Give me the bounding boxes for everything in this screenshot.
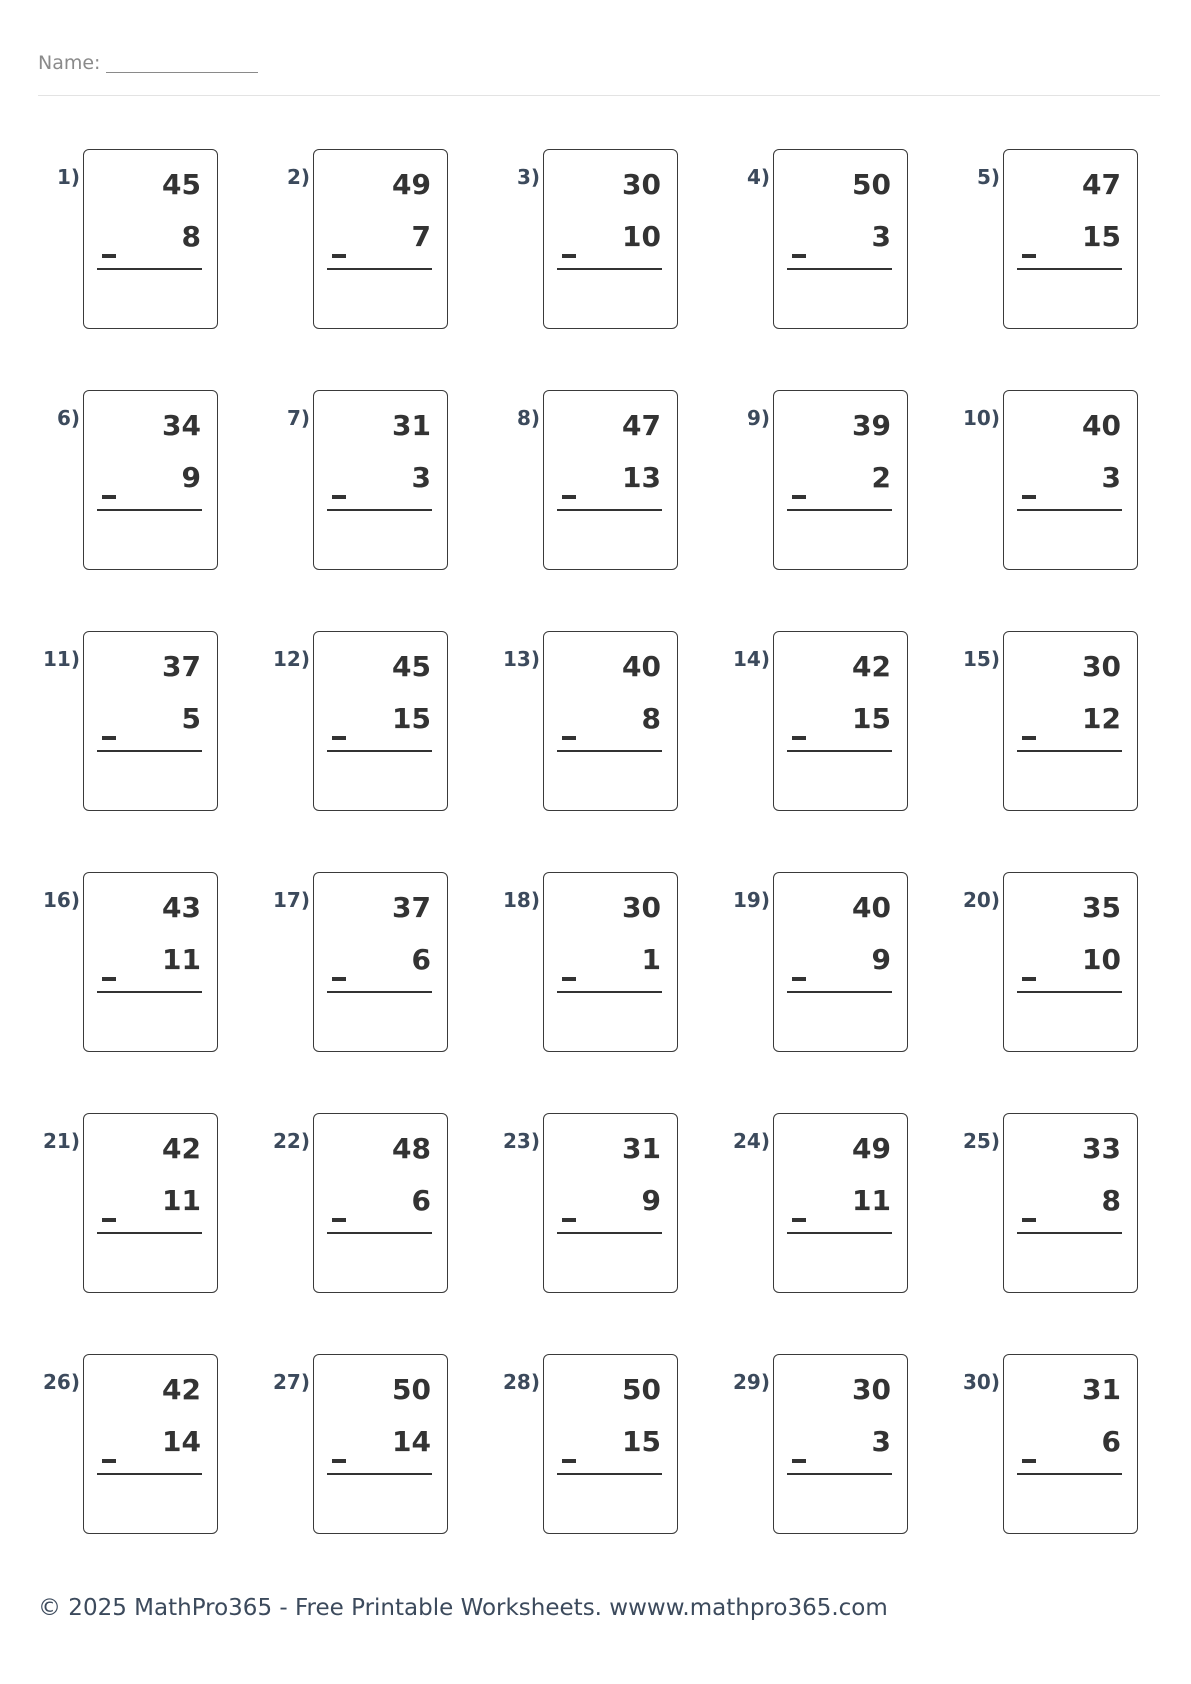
subtrahend: 11 (852, 1184, 891, 1217)
minus-sign-icon (1022, 1218, 1036, 1222)
problem-15 (920, 631, 1150, 811)
problem-number: 14) (733, 647, 770, 671)
problem-24 (690, 1113, 920, 1293)
problem-number: 3) (516, 165, 540, 189)
name-label: Name: (38, 52, 101, 74)
problem-4 (690, 149, 920, 329)
problem-number: 2) (286, 165, 310, 189)
minus-sign-icon (332, 1459, 346, 1463)
problem-number: 19) (733, 888, 770, 912)
problem-card (1003, 1113, 1138, 1293)
subtrahend: 15 (392, 702, 431, 735)
problem-19 (690, 872, 920, 1052)
problem-number: 6) (56, 406, 80, 430)
subtrahend: 9 (181, 461, 201, 494)
problem-card (773, 390, 908, 570)
minus-sign-icon (1022, 977, 1036, 981)
problem-number: 13) (503, 647, 540, 671)
minuend: 50 (622, 1373, 661, 1406)
minuend: 40 (1082, 409, 1121, 442)
problem-number: 23) (503, 1129, 540, 1153)
answer-rule (1017, 750, 1122, 752)
problem-number: 7) (286, 406, 310, 430)
problem-3 (460, 149, 690, 329)
problem-5 (920, 149, 1150, 329)
answer-rule (557, 1473, 662, 1475)
problem-27 (230, 1354, 460, 1534)
problem-card (543, 872, 678, 1052)
subtrahend: 11 (162, 1184, 201, 1217)
minus-sign-icon (562, 495, 576, 499)
problem-card (543, 1113, 678, 1293)
problem-25 (920, 1113, 1150, 1293)
subtrahend: 10 (622, 220, 661, 253)
subtrahend: 3 (871, 1425, 891, 1458)
minuend: 42 (162, 1373, 201, 1406)
minuend: 30 (852, 1373, 891, 1406)
problem-number: 29) (733, 1370, 770, 1394)
problem-card (773, 1354, 908, 1534)
problem-number: 1) (56, 165, 80, 189)
problem-16 (0, 872, 230, 1052)
minuend: 42 (162, 1132, 201, 1165)
minus-sign-icon (1022, 495, 1036, 499)
problem-7 (230, 390, 460, 570)
minuend: 49 (392, 168, 431, 201)
problem-number: 4) (746, 165, 770, 189)
problem-18 (460, 872, 690, 1052)
answer-rule (327, 1473, 432, 1475)
problem-10 (920, 390, 1150, 570)
problem-card (773, 149, 908, 329)
answer-rule (557, 509, 662, 511)
minuend: 40 (622, 650, 661, 683)
problem-11 (0, 631, 230, 811)
minuend: 31 (392, 409, 431, 442)
problem-card (1003, 872, 1138, 1052)
problem-13 (460, 631, 690, 811)
problem-17 (230, 872, 460, 1052)
minuend: 43 (162, 891, 201, 924)
answer-rule (327, 750, 432, 752)
answer-rule (97, 1473, 202, 1475)
problem-number: 20) (963, 888, 1000, 912)
answer-rule (557, 750, 662, 752)
minuend: 33 (1082, 1132, 1121, 1165)
answer-rule (787, 750, 892, 752)
problem-20 (920, 872, 1150, 1052)
answer-rule (557, 1232, 662, 1234)
minus-sign-icon (792, 1459, 806, 1463)
minus-sign-icon (332, 1218, 346, 1222)
subtrahend: 6 (1101, 1425, 1121, 1458)
answer-rule (1017, 1232, 1122, 1234)
problem-card (773, 872, 908, 1052)
answer-rule (1017, 509, 1122, 511)
problem-card (83, 149, 218, 329)
answer-rule (97, 750, 202, 752)
minuend: 49 (852, 1132, 891, 1165)
problem-card (313, 390, 448, 570)
answer-rule (97, 1232, 202, 1234)
subtrahend: 14 (162, 1425, 201, 1458)
answer-rule (327, 268, 432, 270)
problem-card (83, 631, 218, 811)
minus-sign-icon (792, 1218, 806, 1222)
answer-rule (327, 991, 432, 993)
minuend: 37 (162, 650, 201, 683)
subtrahend: 8 (1101, 1184, 1121, 1217)
minuend: 31 (1082, 1373, 1121, 1406)
problem-card (543, 390, 678, 570)
subtrahend: 3 (871, 220, 891, 253)
problem-23 (460, 1113, 690, 1293)
subtrahend: 7 (411, 220, 431, 253)
problem-number: 18) (503, 888, 540, 912)
minuend: 48 (392, 1132, 431, 1165)
minuend: 30 (622, 891, 661, 924)
minus-sign-icon (1022, 1459, 1036, 1463)
problem-card (83, 390, 218, 570)
subtrahend: 3 (1101, 461, 1121, 494)
problem-card (83, 1113, 218, 1293)
problem-number: 8) (516, 406, 540, 430)
subtrahend: 5 (181, 702, 201, 735)
problem-22 (230, 1113, 460, 1293)
minus-sign-icon (562, 254, 576, 258)
minus-sign-icon (562, 1459, 576, 1463)
answer-rule (787, 991, 892, 993)
problem-number: 27) (273, 1370, 310, 1394)
minuend: 45 (162, 168, 201, 201)
problem-card (1003, 390, 1138, 570)
minuend: 50 (852, 168, 891, 201)
minuend: 35 (1082, 891, 1121, 924)
subtrahend: 1 (641, 943, 661, 976)
subtrahend: 11 (162, 943, 201, 976)
answer-rule (97, 509, 202, 511)
subtrahend: 6 (411, 943, 431, 976)
subtrahend: 13 (622, 461, 661, 494)
subtrahend: 2 (871, 461, 891, 494)
answer-rule (327, 509, 432, 511)
minuend: 47 (1082, 168, 1121, 201)
problem-number: 30) (963, 1370, 1000, 1394)
minus-sign-icon (332, 977, 346, 981)
problem-card (1003, 149, 1138, 329)
problem-number: 17) (273, 888, 310, 912)
minus-sign-icon (102, 1218, 116, 1222)
problem-9 (690, 390, 920, 570)
subtrahend: 9 (871, 943, 891, 976)
subtrahend: 3 (411, 461, 431, 494)
minuend: 30 (622, 168, 661, 201)
answer-rule (557, 268, 662, 270)
answer-rule (97, 991, 202, 993)
problem-card (543, 1354, 678, 1534)
subtrahend: 10 (1082, 943, 1121, 976)
minuend: 42 (852, 650, 891, 683)
problem-number: 24) (733, 1129, 770, 1153)
problem-26 (0, 1354, 230, 1534)
minus-sign-icon (102, 254, 116, 258)
minus-sign-icon (792, 495, 806, 499)
problem-number: 28) (503, 1370, 540, 1394)
minus-sign-icon (562, 977, 576, 981)
problem-card (313, 631, 448, 811)
problem-card (543, 631, 678, 811)
answer-rule (327, 1232, 432, 1234)
minus-sign-icon (102, 736, 116, 740)
problem-number: 22) (273, 1129, 310, 1153)
subtrahend: 8 (641, 702, 661, 735)
answer-rule (787, 1232, 892, 1234)
problem-card (83, 1354, 218, 1534)
subtrahend: 12 (1082, 702, 1121, 735)
minus-sign-icon (792, 977, 806, 981)
problem-number: 16) (43, 888, 80, 912)
problem-number: 9) (746, 406, 770, 430)
minus-sign-icon (792, 736, 806, 740)
problem-number: 12) (273, 647, 310, 671)
problem-12 (230, 631, 460, 811)
subtrahend: 15 (852, 702, 891, 735)
minus-sign-icon (562, 1218, 576, 1222)
minus-sign-icon (1022, 736, 1036, 740)
problem-number: 21) (43, 1129, 80, 1153)
problem-28 (460, 1354, 690, 1534)
problem-card (773, 1113, 908, 1293)
subtrahend: 9 (641, 1184, 661, 1217)
problem-card (313, 1354, 448, 1534)
answer-rule (787, 509, 892, 511)
answer-rule (787, 1473, 892, 1475)
answer-rule (97, 268, 202, 270)
problem-card (83, 872, 218, 1052)
problem-14 (690, 631, 920, 811)
minuend: 37 (392, 891, 431, 924)
answer-rule (1017, 268, 1122, 270)
minuend: 47 (622, 409, 661, 442)
problem-number: 5) (976, 165, 1000, 189)
minus-sign-icon (332, 736, 346, 740)
subtrahend: 8 (181, 220, 201, 253)
minus-sign-icon (792, 254, 806, 258)
minuend: 40 (852, 891, 891, 924)
subtrahend: 14 (392, 1425, 431, 1458)
minus-sign-icon (562, 736, 576, 740)
minus-sign-icon (102, 977, 116, 981)
minuend: 34 (162, 409, 201, 442)
minus-sign-icon (102, 495, 116, 499)
problem-card (773, 631, 908, 811)
minuend: 31 (622, 1132, 661, 1165)
minuend: 30 (1082, 650, 1121, 683)
problem-1 (0, 149, 230, 329)
minuend: 39 (852, 409, 891, 442)
minuend: 50 (392, 1373, 431, 1406)
problem-card (1003, 631, 1138, 811)
problem-number: 26) (43, 1370, 80, 1394)
problem-number: 10) (963, 406, 1000, 430)
problem-8 (460, 390, 690, 570)
problem-number: 11) (43, 647, 80, 671)
problem-30 (920, 1354, 1150, 1534)
problem-21 (0, 1113, 230, 1293)
minus-sign-icon (102, 1459, 116, 1463)
answer-rule (787, 268, 892, 270)
problem-number: 15) (963, 647, 1000, 671)
problem-card (313, 872, 448, 1052)
problem-card (1003, 1354, 1138, 1534)
minuend: 45 (392, 650, 431, 683)
problem-card (313, 1113, 448, 1293)
problem-2 (230, 149, 460, 329)
problem-6 (0, 390, 230, 570)
minus-sign-icon (332, 254, 346, 258)
answer-rule (1017, 1473, 1122, 1475)
answer-rule (557, 991, 662, 993)
subtrahend: 15 (622, 1425, 661, 1458)
answer-rule (1017, 991, 1122, 993)
minus-sign-icon (332, 495, 346, 499)
problem-card (313, 149, 448, 329)
minus-sign-icon (1022, 254, 1036, 258)
problem-29 (690, 1354, 920, 1534)
problem-number: 25) (963, 1129, 1000, 1153)
problem-card (543, 149, 678, 329)
subtrahend: 6 (411, 1184, 431, 1217)
footer-copyright: © 2025 MathPro365 - Free Printable Worksheets. wwww.mathpro365.com (38, 1595, 888, 1621)
subtrahend: 15 (1082, 220, 1121, 253)
